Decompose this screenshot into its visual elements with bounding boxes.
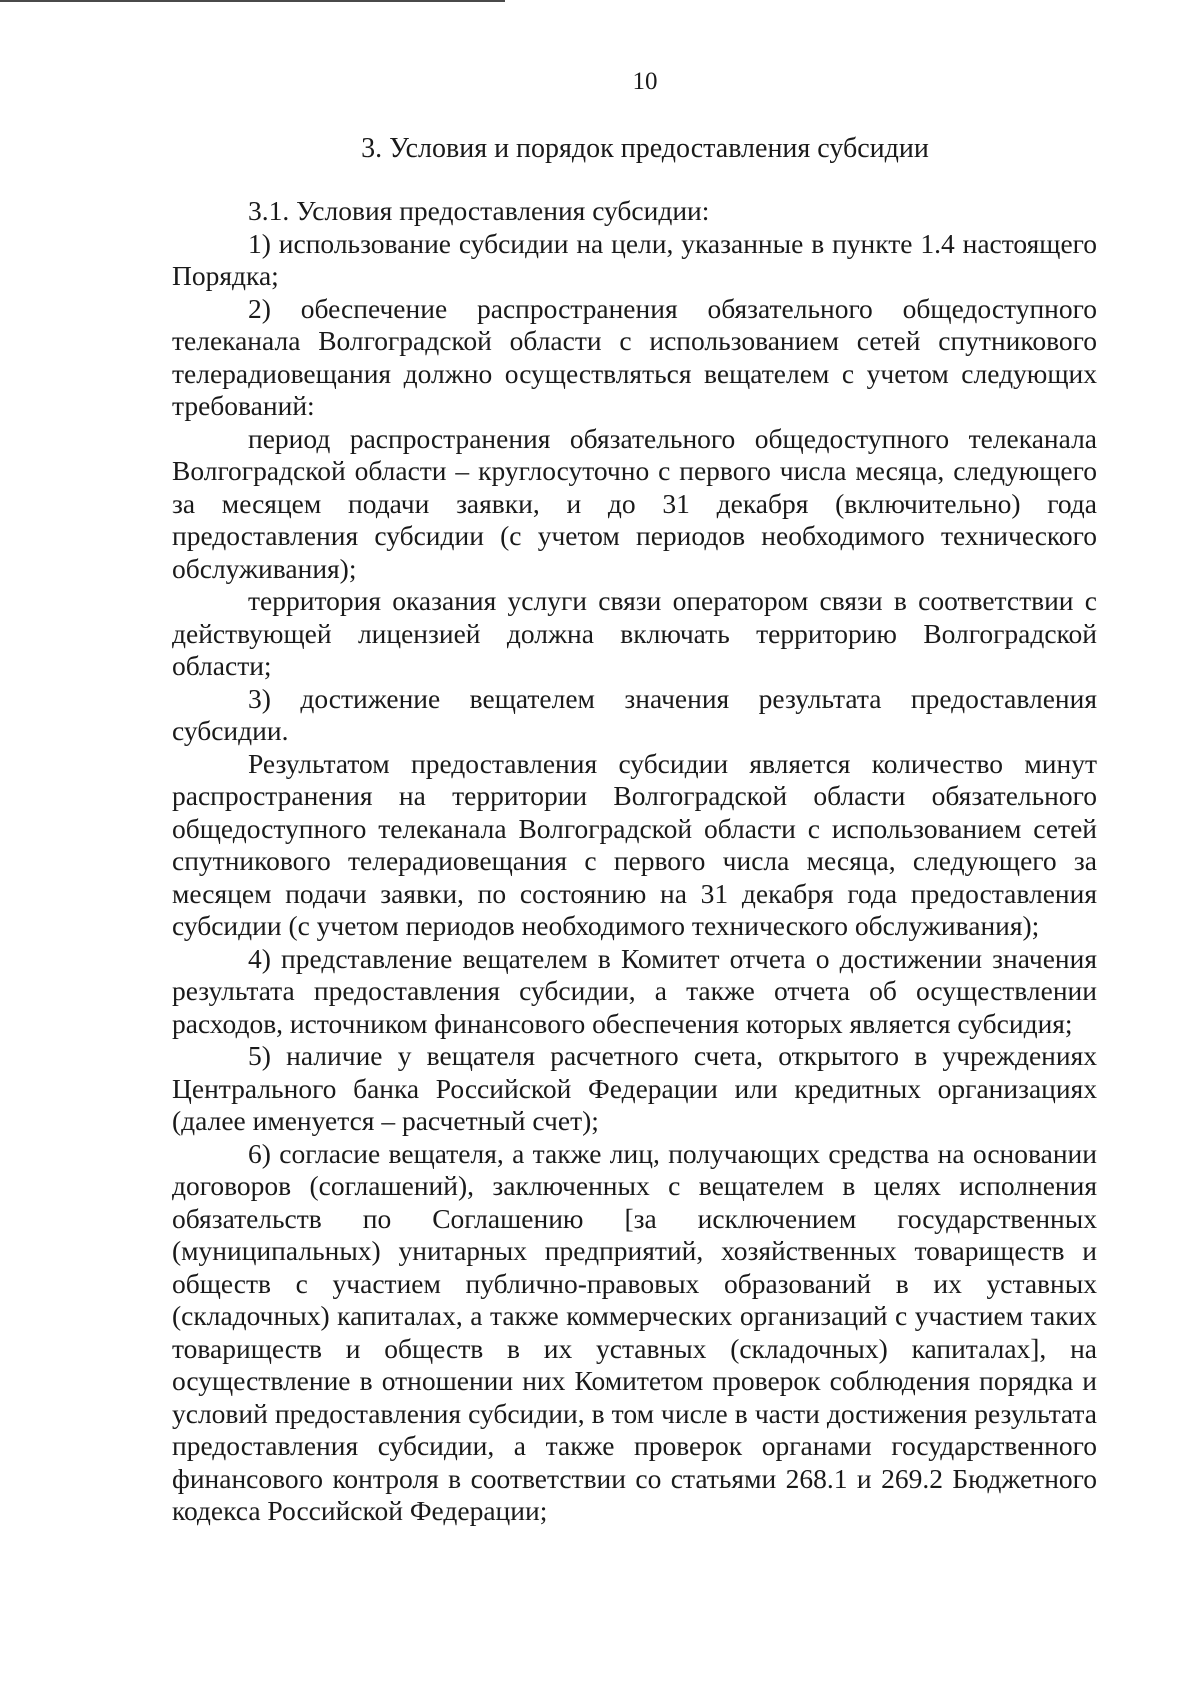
paragraph-item-1: 1) использование субсидии на цели, указанные в пункте 1.4 настоящего Порядка; bbox=[172, 227, 1097, 291]
paragraph-3-1: 3.1. Условия предоставления субсидии: bbox=[248, 195, 710, 226]
paragraph-item-6: 6) согласие вещателя, а также лиц, получающих средства на основании договоров (соглашений), заключенных с вещателем в целях исполнения обязательств по Соглашению [за исключением государственных (муниципальных) унитарных предприятий, хозяйственных товариществ и обществ с участием публично-правовых образований в их уставных (складочных) капиталах, а также коммерческих организаций с участием таких товариществ и обществ в их уставных (складочных) капиталах], на осуществление в отношении них Комитетом проверок соблюдения порядка и условий предоставления субсидии, в том числе в части достижения результата предоставления субсидии, а также проверок органами государственного финансового контроля в соответствии со статьями 268.1 и 269.2 Бюджетного кодекса Российской Федерации; bbox=[172, 1137, 1097, 1526]
page-number: 10 bbox=[632, 68, 658, 95]
paragraph-item-2: 2) обеспечение распространения обязательного общедоступного телеканала Волгоградской области с использованием сетей спутникового телерадиовещания должно осуществляться вещателем с учетом следующих требований: bbox=[172, 292, 1097, 421]
paragraph-item-5: 5) наличие у вещателя расчетного счета, открытого в учреждениях Центрального банка Российской Федерации или кредитных организациях (далее именуется – расчетный счет); bbox=[172, 1040, 1097, 1136]
paragraph-result-definition: Результатом предоставления субсидии является количество минут распространения на территории Волгоградской области обязательного общедоступного телеканала Волгоградской области с использованием сетей спутникового телерадиовещания с первого числа месяца, следующего за месяцем подачи заявки, по состоянию на 31 декабря года предоставления субсидии (с учетом периодов необходимого технического обслуживания); bbox=[172, 747, 1097, 941]
paragraph-broadcast-period: период распространения обязательного общедоступного телеканала Волгоградской области – круглосуточно с первого числа месяца, следующего за месяцем подачи заявки, и до 31 декабря (включительно) года предоставления субсидии (с учетом периодов необходимого технического обслуживания); bbox=[172, 422, 1097, 584]
document-body bbox=[172, 195, 1097, 1528]
scan-edge-line bbox=[0, 0, 505, 2]
paragraph-item-3: 3) достижение вещателем значения результата предоставления субсидии. bbox=[172, 682, 1097, 746]
paragraph-item-4: 4) представление вещателем в Комитет отчета о достижении значения результата предоставления субсидии, а также отчета об осуществлении расходов, источником финансового обеспечения которых является субсидия; bbox=[172, 942, 1097, 1039]
paragraph-service-territory: территория оказания услуги связи оператором связи в соответствии с действующей лицензией должна включать территорию Волгоградской области; bbox=[172, 585, 1097, 681]
section-title: 3. Условия и порядок предоставления субсидии bbox=[361, 133, 929, 164]
